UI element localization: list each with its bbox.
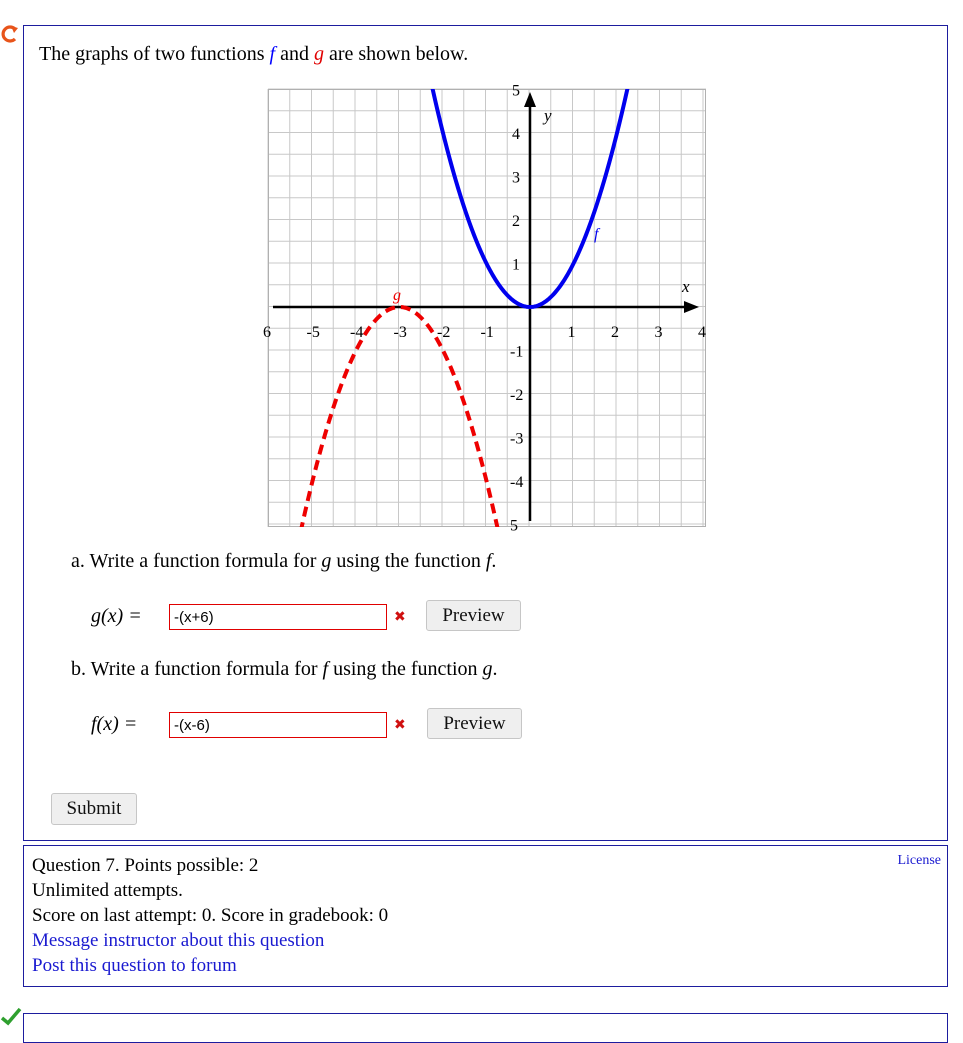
y-tick-label: 5 xyxy=(512,82,520,100)
f-symbol: f xyxy=(269,43,276,65)
y-tick-label: 1 xyxy=(512,256,520,274)
g-preview-button[interactable]: Preview xyxy=(426,600,521,631)
f-equation-label: f(x) = xyxy=(91,713,138,735)
part-b-prompt: b. Write a function formula for f using the function g. xyxy=(71,658,498,680)
y-axis-arrow xyxy=(524,92,536,107)
license-link[interactable]: License xyxy=(897,853,941,868)
x-tick-label: 3 xyxy=(654,324,663,341)
y-tick-label: -3 xyxy=(510,430,524,448)
y-tick-label: 2 xyxy=(512,213,520,230)
y-tick-label: -2 xyxy=(510,387,524,404)
x-tick-label: 6 xyxy=(263,324,271,341)
question-intro: The graphs of two functions f and g are shown below. xyxy=(39,43,469,65)
g-answer-input[interactable] xyxy=(169,604,387,630)
submit-button[interactable]: Submit xyxy=(51,793,137,825)
y-tick-label: 3 xyxy=(512,169,520,187)
x-tick-label: -1 xyxy=(480,324,494,341)
points-possible: Question 7. Points possible: 2 xyxy=(32,855,259,876)
x-tick-label: 4 xyxy=(698,324,706,341)
x-tick-label: 1 xyxy=(567,324,576,341)
g-symbol: g xyxy=(313,43,324,65)
part-a-prompt: a. Write a function formula for g using the function f. xyxy=(71,550,497,572)
redo-icon[interactable] xyxy=(0,24,20,44)
g-curve-label: g xyxy=(393,287,401,304)
x-axis-arrow xyxy=(684,301,699,313)
x-tick-label: -3 xyxy=(393,324,407,341)
y-tick-label: 4 xyxy=(512,126,520,143)
post-to-forum-link[interactable]: Post this question to forum xyxy=(32,955,237,976)
score-info: Score on last attempt: 0. Score in gradebook: 0 xyxy=(32,905,389,926)
y-axis-label: y xyxy=(544,106,552,125)
g-equation-label: g(x) = xyxy=(91,605,142,627)
f-answer-input[interactable] xyxy=(169,712,387,738)
f-error-icon: ✖ xyxy=(394,717,406,733)
tick-labels xyxy=(263,83,706,535)
question-box xyxy=(23,25,948,841)
g-error-icon: ✖ xyxy=(394,609,406,625)
x-tick-label: -2 xyxy=(437,324,451,341)
f-preview-button[interactable]: Preview xyxy=(427,708,522,739)
y-tick-label: -4 xyxy=(510,474,524,491)
x-tick-label: -4 xyxy=(350,324,364,341)
question-info-box xyxy=(23,845,948,987)
y-tick-label: -1 xyxy=(510,343,524,361)
y-tick-label: 5 xyxy=(510,517,518,535)
f-curve-label: f xyxy=(594,226,599,243)
x-tick-label: 2 xyxy=(611,324,619,341)
message-instructor-link[interactable]: Message instructor about this question xyxy=(32,930,325,951)
attempts-info: Unlimited attempts. xyxy=(32,880,183,901)
function-graph xyxy=(263,82,706,535)
x-axis-label: x xyxy=(682,277,690,296)
checkmark-icon xyxy=(0,1006,22,1024)
next-question-box xyxy=(23,1013,948,1043)
x-tick-label: -5 xyxy=(306,324,320,341)
